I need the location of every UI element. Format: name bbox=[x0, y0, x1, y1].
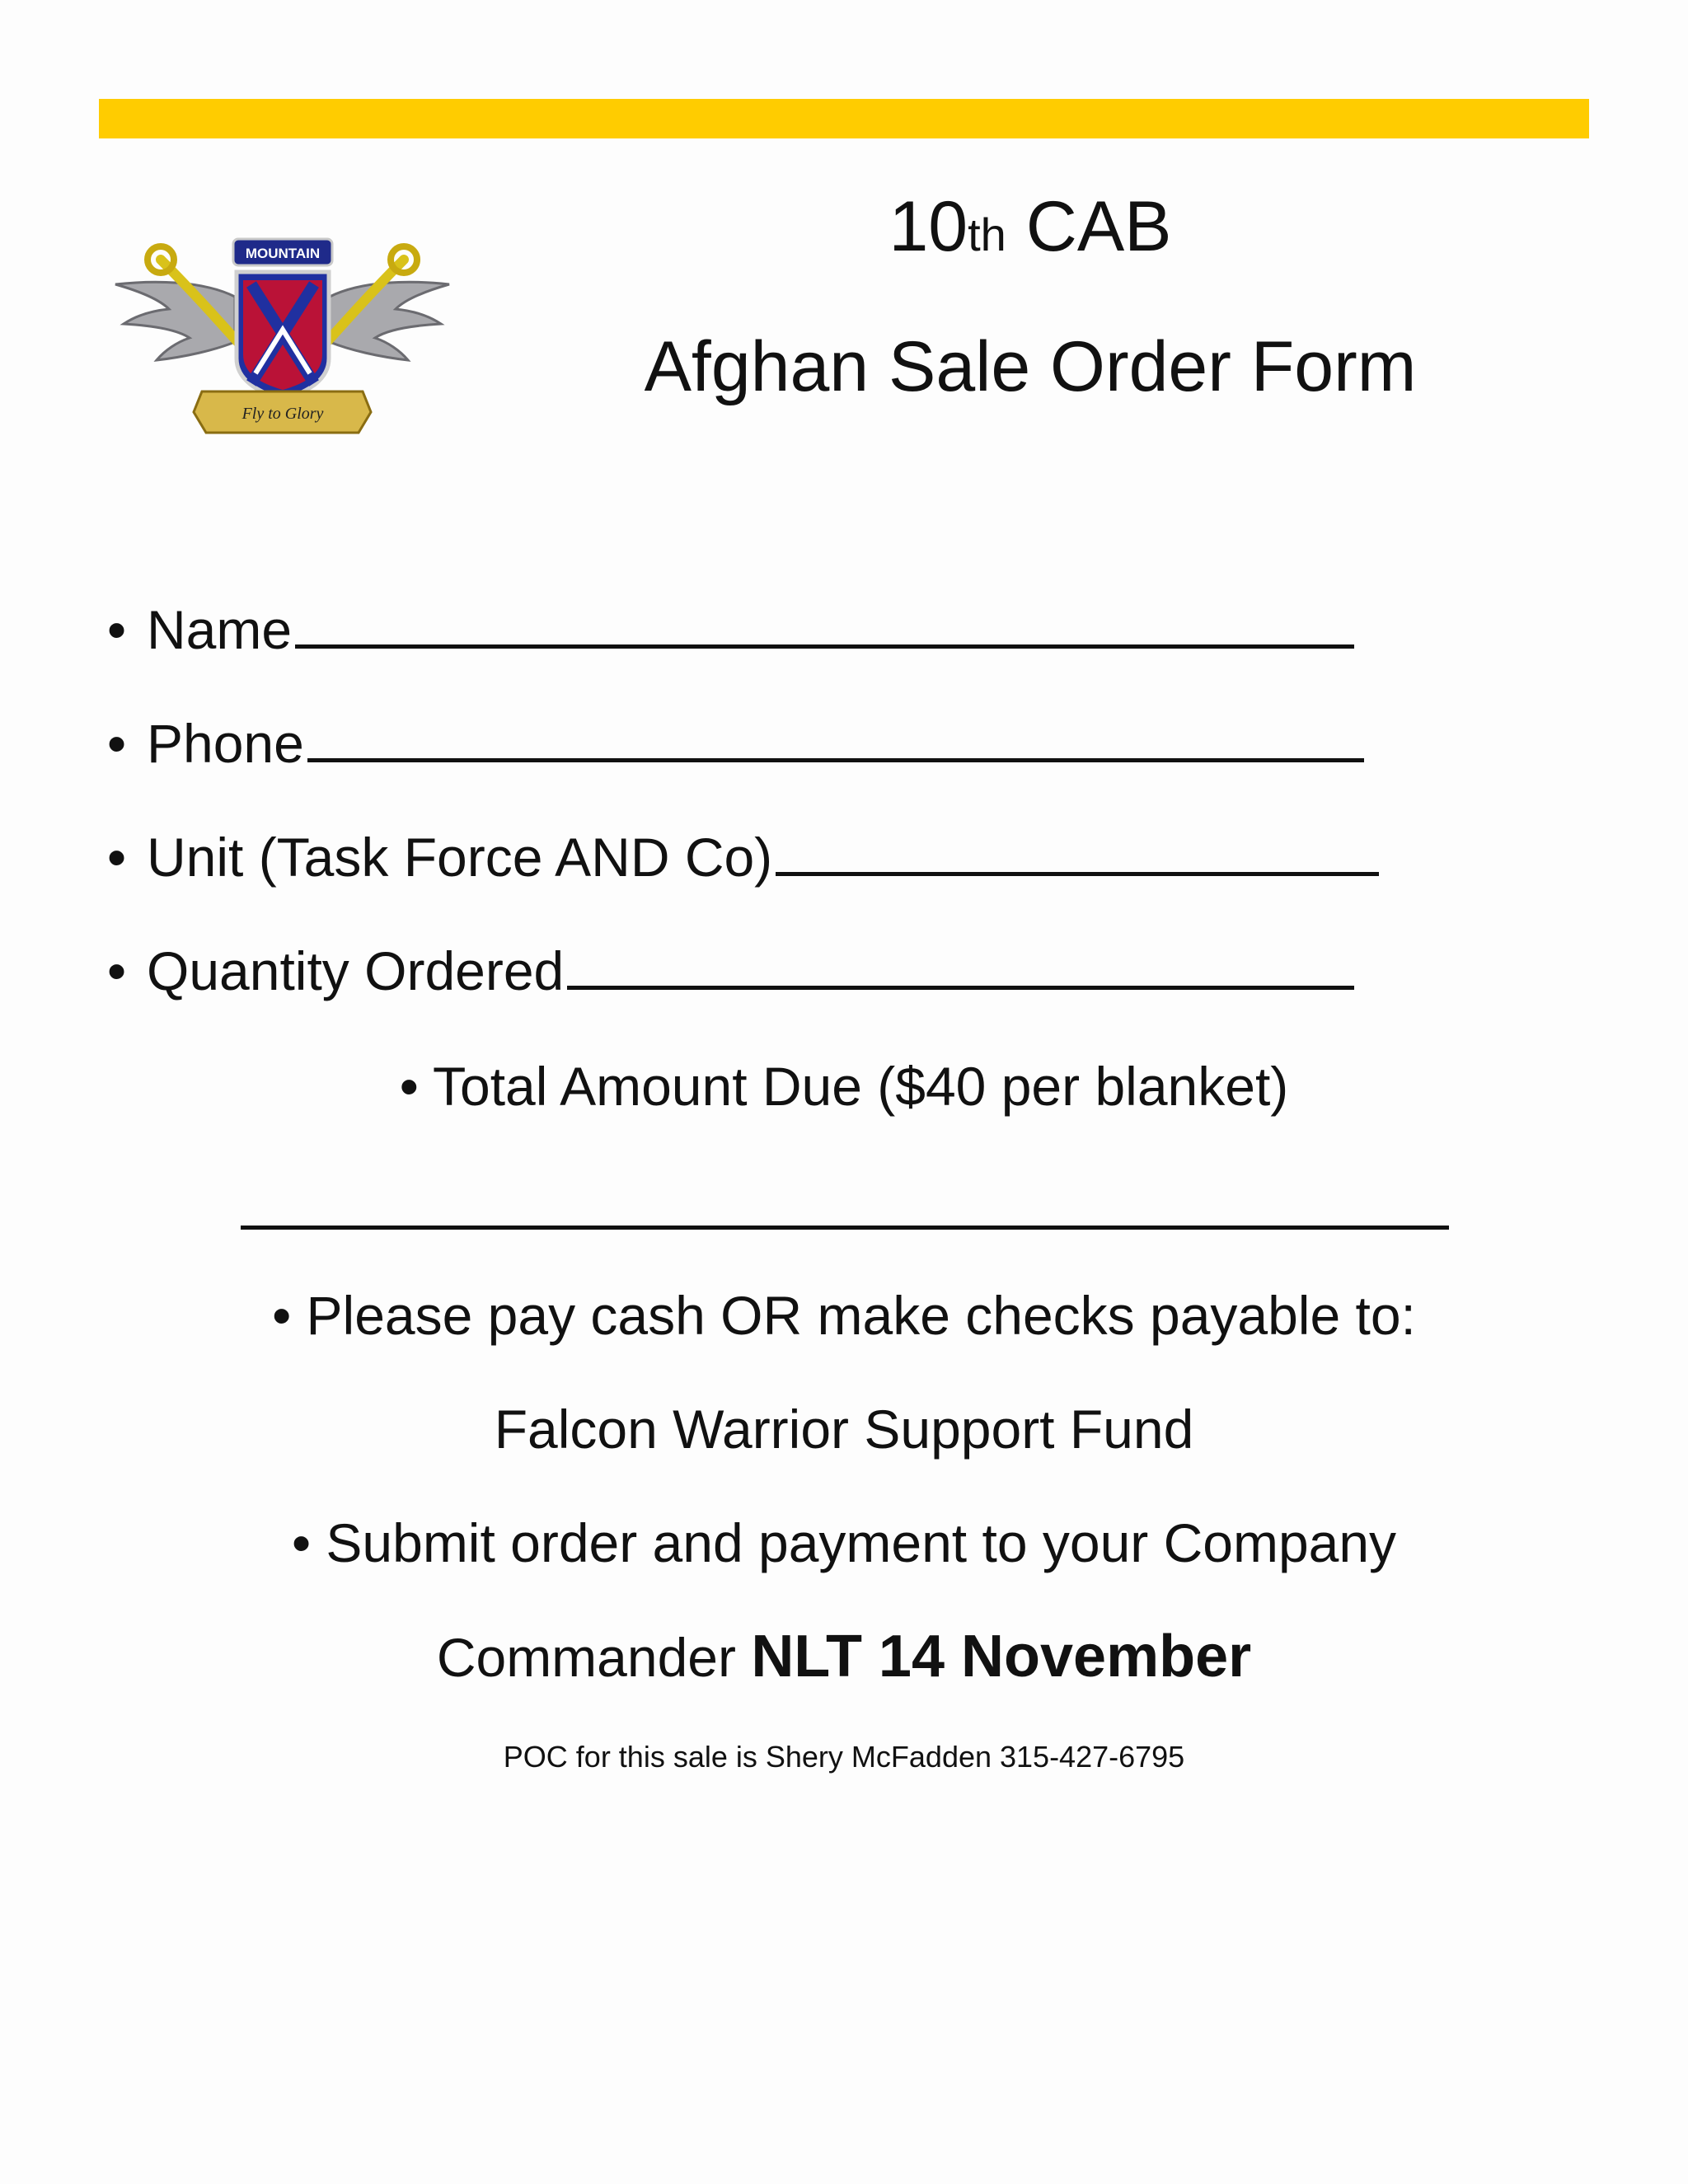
bullet: • bbox=[399, 1056, 419, 1117]
unit-fill-line[interactable] bbox=[776, 824, 1379, 876]
bullet: • bbox=[107, 599, 127, 660]
crest-motto: Fly to Glory bbox=[241, 405, 324, 423]
crest-tab-text: MOUNTAIN bbox=[245, 246, 321, 261]
poc-contact: POC for this sale is Shery McFadden 315-427-6795 bbox=[503, 1740, 1185, 1774]
crest-icon bbox=[111, 235, 453, 437]
bullet: • bbox=[291, 1512, 312, 1573]
bullet: • bbox=[272, 1285, 292, 1346]
deadline-line bbox=[0, 1624, 1688, 1690]
payment-instruction bbox=[0, 1282, 1688, 1348]
total-fill-line[interactable] bbox=[241, 1226, 1449, 1230]
total-amount-row bbox=[0, 1053, 1688, 1119]
name-field-row bbox=[107, 597, 1354, 663]
quantity-fill-line[interactable] bbox=[567, 938, 1354, 990]
unit-field-row bbox=[107, 824, 1379, 890]
bullet: • bbox=[107, 940, 127, 1001]
submit-instruction bbox=[0, 1510, 1688, 1576]
title-number: 10 bbox=[889, 187, 968, 266]
phone-fill-line[interactable] bbox=[307, 710, 1364, 762]
commander-text: Commander bbox=[436, 1627, 736, 1688]
unit-label: Unit (Task Force AND Co) bbox=[147, 827, 773, 888]
quantity-field-row bbox=[107, 938, 1354, 1004]
payee-name: Falcon Warrior Support Fund bbox=[494, 1399, 1194, 1460]
phone-label: Phone bbox=[147, 713, 304, 774]
phone-field-row bbox=[107, 710, 1364, 776]
total-label: Total Amount Due ($40 per blanket) bbox=[432, 1056, 1289, 1117]
pay-text: Please pay cash OR make checks payable to: bbox=[306, 1285, 1416, 1346]
bullet: • bbox=[107, 827, 127, 888]
deadline-text: NLT 14 November bbox=[751, 1624, 1252, 1690]
quantity-label: Quantity Ordered bbox=[147, 940, 565, 1001]
name-fill-line[interactable] bbox=[295, 597, 1354, 649]
title-unit: CAB bbox=[1025, 187, 1172, 266]
page-title: Afghan Sale Order Form bbox=[644, 327, 1417, 406]
title-suffix: th bbox=[968, 209, 1006, 260]
yellow-header-bar bbox=[99, 99, 1589, 138]
name-label: Name bbox=[147, 599, 293, 660]
unit-crest-logo bbox=[111, 235, 453, 437]
page-title-unit bbox=[577, 185, 1484, 276]
bullet: • bbox=[107, 713, 127, 774]
submit-text: Submit order and payment to your Company bbox=[326, 1512, 1397, 1573]
